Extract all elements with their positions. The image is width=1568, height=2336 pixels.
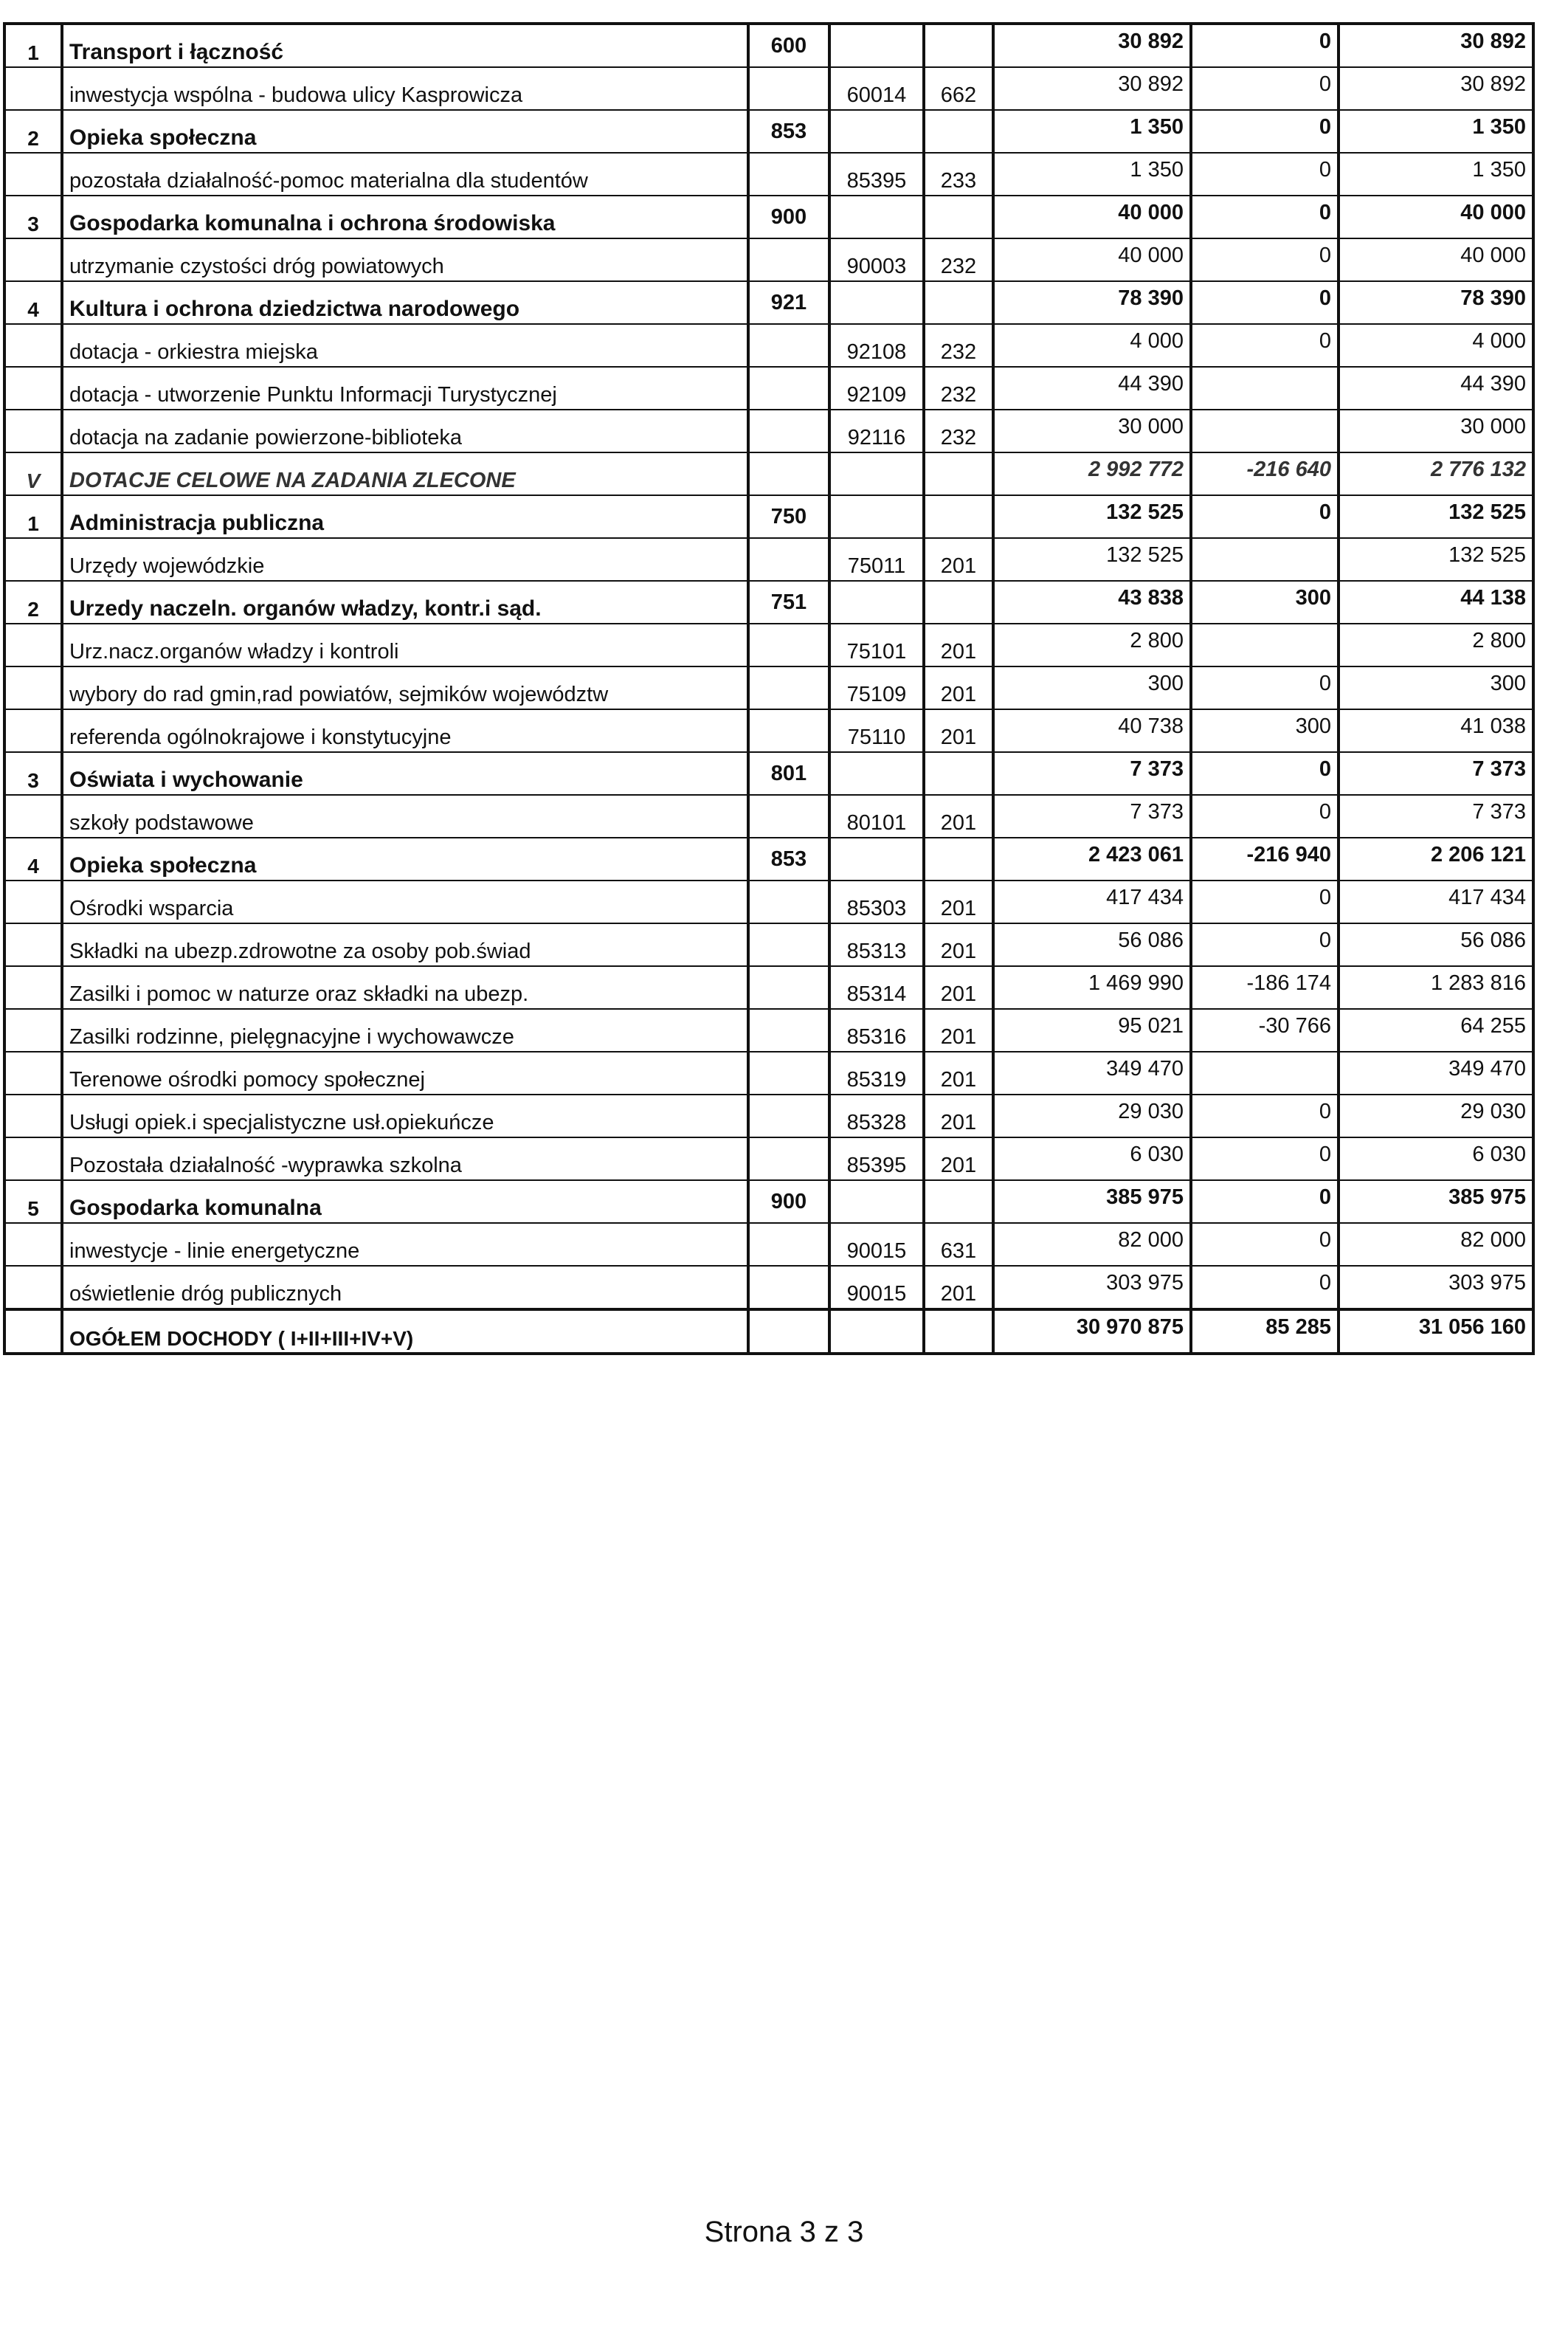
amount-after-change: 64 255 (1339, 1009, 1533, 1052)
paragraf-code (924, 110, 993, 153)
row-name: dotacja na zadanie powierzone-biblioteka (62, 410, 748, 452)
row-name: Pozostała działalność -wyprawka szkolna (62, 1137, 748, 1180)
amount-change: -186 174 (1191, 966, 1339, 1009)
paragraf-code: 201 (924, 666, 993, 709)
dzial-code (748, 153, 829, 196)
amount-plan: 30 000 (993, 410, 1191, 452)
amount-after-change: 44 390 (1339, 367, 1533, 410)
page-number: Strona 3 z 3 (704, 2216, 864, 2248)
paragraf-code (924, 196, 993, 238)
amount-plan: 95 021 (993, 1009, 1191, 1052)
amount-change: 0 (1191, 923, 1339, 966)
row-name: szkoły podstawowe (62, 795, 748, 838)
rozdzial-code: 90015 (829, 1266, 924, 1309)
section-row (4, 196, 1533, 238)
row-number: 5 (4, 1180, 62, 1223)
amount-plan: 82 000 (993, 1223, 1191, 1266)
amount-change: 0 (1191, 324, 1339, 367)
rozdzial-code (829, 752, 924, 795)
rozdzial-code: 85395 (829, 1137, 924, 1180)
table-row (4, 1137, 1533, 1180)
row-number: 3 (4, 196, 62, 238)
rozdzial-code: 92116 (829, 410, 924, 452)
amount-plan: 385 975 (993, 1180, 1191, 1223)
amount-after-change: 303 975 (1339, 1266, 1533, 1309)
amount-change (1191, 624, 1339, 666)
paragraf-code (924, 838, 993, 881)
dzial-code (748, 1137, 829, 1180)
dzial-code: 853 (748, 110, 829, 153)
section-row (4, 110, 1533, 153)
row-number: 4 (4, 281, 62, 324)
row-name: pozostała działalność-pomoc materialna dla studentów (62, 153, 748, 196)
dzial-code (748, 367, 829, 410)
amount-plan: 300 (993, 666, 1191, 709)
table-row (4, 795, 1533, 838)
amount-after-change: 2 800 (1339, 624, 1533, 666)
amount-plan: 2 423 061 (993, 838, 1191, 881)
amount-plan: 132 525 (993, 495, 1191, 538)
amount-after-change: 1 350 (1339, 153, 1533, 196)
amount-plan: 29 030 (993, 1095, 1191, 1137)
dzial-code (748, 238, 829, 281)
table-row (4, 1095, 1533, 1137)
table-row (4, 238, 1533, 281)
dzial-code (748, 1266, 829, 1309)
table-row (4, 1009, 1533, 1052)
row-name: Urzędy wojewódzkie (62, 538, 748, 581)
row-number: 2 (4, 581, 62, 624)
dzial-code (748, 709, 829, 752)
amount-change: 0 (1191, 881, 1339, 923)
row-name: dotacja - utworzenie Punktu Informacji Turystycznej (62, 367, 748, 410)
amount-after-change: 7 373 (1339, 752, 1533, 795)
amount-change: 85 285 (1191, 1309, 1339, 1354)
rozdzial-code: 80101 (829, 795, 924, 838)
amount-plan: 7 373 (993, 752, 1191, 795)
paragraf-code (924, 1309, 993, 1354)
paragraf-code: 232 (924, 324, 993, 367)
amount-change: -30 766 (1191, 1009, 1339, 1052)
paragraf-code: 232 (924, 410, 993, 452)
section-row (4, 838, 1533, 881)
rozdzial-code: 75101 (829, 624, 924, 666)
paragraf-code: 233 (924, 153, 993, 196)
section-row (4, 24, 1533, 67)
paragraf-code: 662 (924, 67, 993, 110)
row-number (4, 367, 62, 410)
rozdzial-code: 85316 (829, 1009, 924, 1052)
amount-change: 0 (1191, 666, 1339, 709)
row-name: DOTACJE CELOWE NA ZADANIA ZLECONE (62, 452, 748, 495)
paragraf-code (924, 752, 993, 795)
dzial-code (748, 1052, 829, 1095)
rozdzial-code (829, 24, 924, 67)
rozdzial-code: 75011 (829, 538, 924, 581)
row-number: V (4, 452, 62, 495)
amount-after-change: 300 (1339, 666, 1533, 709)
table-row (4, 367, 1533, 410)
amount-after-change: 132 525 (1339, 538, 1533, 581)
paragraf-code: 201 (924, 1052, 993, 1095)
rozdzial-code: 85314 (829, 966, 924, 1009)
amount-change: 0 (1191, 795, 1339, 838)
table-row (4, 709, 1533, 752)
table-row (4, 1052, 1533, 1095)
amount-after-change: 1 350 (1339, 110, 1533, 153)
rozdzial-code: 85328 (829, 1095, 924, 1137)
dzial-code (748, 538, 829, 581)
row-number: 4 (4, 838, 62, 881)
amount-change (1191, 367, 1339, 410)
amount-plan: 1 350 (993, 153, 1191, 196)
section-row (4, 581, 1533, 624)
rozdzial-code: 85303 (829, 881, 924, 923)
table-row (4, 153, 1533, 196)
row-name: wybory do rad gmin,rad powiatów, sejmików województw (62, 666, 748, 709)
amount-after-change: 56 086 (1339, 923, 1533, 966)
paragraf-code: 232 (924, 367, 993, 410)
dzial-code (748, 1009, 829, 1052)
paragraf-code: 232 (924, 238, 993, 281)
dzial-code: 801 (748, 752, 829, 795)
paragraf-code: 201 (924, 1266, 993, 1309)
section-row (4, 752, 1533, 795)
table-row (4, 67, 1533, 110)
rozdzial-code (829, 581, 924, 624)
rozdzial-code: 60014 (829, 67, 924, 110)
amount-plan: 40 000 (993, 196, 1191, 238)
section-row (4, 281, 1533, 324)
row-number (4, 238, 62, 281)
row-name: Urz.nacz.organów władzy i kontroli (62, 624, 748, 666)
paragraf-code: 631 (924, 1223, 993, 1266)
section-row (4, 495, 1533, 538)
dzial-code (748, 795, 829, 838)
rozdzial-code: 85319 (829, 1052, 924, 1095)
row-number (4, 624, 62, 666)
paragraf-code: 201 (924, 923, 993, 966)
amount-after-change: 31 056 160 (1339, 1309, 1533, 1354)
amount-after-change: 30 892 (1339, 67, 1533, 110)
amount-after-change: 30 000 (1339, 410, 1533, 452)
row-name: inwestycje - linie energetyczne (62, 1223, 748, 1266)
row-name: utrzymanie czystości dróg powiatowych (62, 238, 748, 281)
row-name: referenda ogólnokrajowe i konstytucyjne (62, 709, 748, 752)
amount-after-change: 1 283 816 (1339, 966, 1533, 1009)
row-name: inwestycja wspólna - budowa ulicy Kasprowicza (62, 67, 748, 110)
amount-plan: 417 434 (993, 881, 1191, 923)
paragraf-code: 201 (924, 709, 993, 752)
paragraf-code (924, 581, 993, 624)
row-number (4, 67, 62, 110)
row-number (4, 709, 62, 752)
amount-change: 0 (1191, 1266, 1339, 1309)
rozdzial-code: 90003 (829, 238, 924, 281)
paragraf-code: 201 (924, 538, 993, 581)
paragraf-code (924, 1180, 993, 1223)
table-row (4, 966, 1533, 1009)
section-row (4, 1180, 1533, 1223)
paragraf-code: 201 (924, 624, 993, 666)
amount-plan: 30 970 875 (993, 1309, 1191, 1354)
amount-plan: 1 469 990 (993, 966, 1191, 1009)
row-number: 3 (4, 752, 62, 795)
dzial-code: 750 (748, 495, 829, 538)
amount-change (1191, 410, 1339, 452)
dzial-code: 900 (748, 1180, 829, 1223)
row-name: Administracja publiczna (62, 495, 748, 538)
paragraf-code: 201 (924, 1137, 993, 1180)
amount-after-change: 2 776 132 (1339, 452, 1533, 495)
amount-after-change: 41 038 (1339, 709, 1533, 752)
group-row (4, 452, 1533, 495)
amount-after-change: 6 030 (1339, 1137, 1533, 1180)
row-name: Transport i łączność (62, 24, 748, 67)
row-number (4, 324, 62, 367)
amount-plan: 1 350 (993, 110, 1191, 153)
row-name: Zasilki i pomoc w naturze oraz składki na ubezp. (62, 966, 748, 1009)
paragraf-code (924, 281, 993, 324)
paragraf-code: 201 (924, 1009, 993, 1052)
amount-after-change: 385 975 (1339, 1180, 1533, 1223)
row-name: Oświata i wychowanie (62, 752, 748, 795)
amount-plan: 349 470 (993, 1052, 1191, 1095)
table-row (4, 1223, 1533, 1266)
amount-after-change: 30 892 (1339, 24, 1533, 67)
table-row (4, 923, 1533, 966)
table-row (4, 666, 1533, 709)
amount-plan: 132 525 (993, 538, 1191, 581)
paragraf-code: 201 (924, 881, 993, 923)
rozdzial-code: 90015 (829, 1223, 924, 1266)
total-row (4, 1309, 1533, 1354)
dzial-code: 921 (748, 281, 829, 324)
rozdzial-code (829, 495, 924, 538)
row-number (4, 153, 62, 196)
amount-plan: 56 086 (993, 923, 1191, 966)
paragraf-code (924, 24, 993, 67)
row-name: dotacja - orkiestra miejska (62, 324, 748, 367)
row-name: Urzedy naczeln. organów władzy, kontr.i sąd. (62, 581, 748, 624)
amount-after-change: 40 000 (1339, 238, 1533, 281)
row-number (4, 1223, 62, 1266)
row-name: Terenowe ośrodki pomocy społecznej (62, 1052, 748, 1095)
row-number (4, 1137, 62, 1180)
row-name: Opieka społeczna (62, 110, 748, 153)
table-row (4, 410, 1533, 452)
dzial-code: 853 (748, 838, 829, 881)
rozdzial-code (829, 1180, 924, 1223)
dzial-code (748, 410, 829, 452)
dzial-code: 600 (748, 24, 829, 67)
row-number (4, 1095, 62, 1137)
rozdzial-code: 75109 (829, 666, 924, 709)
amount-after-change: 78 390 (1339, 281, 1533, 324)
row-name: Gospodarka komunalna i ochrona środowiska (62, 196, 748, 238)
amount-change: 0 (1191, 281, 1339, 324)
amount-plan: 2 992 772 (993, 452, 1191, 495)
row-number: 1 (4, 24, 62, 67)
amount-plan: 40 000 (993, 238, 1191, 281)
table-row (4, 881, 1533, 923)
table-row (4, 624, 1533, 666)
dzial-code (748, 1309, 829, 1354)
paragraf-code: 201 (924, 966, 993, 1009)
rozdzial-code (829, 1309, 924, 1354)
amount-plan: 44 390 (993, 367, 1191, 410)
row-name: Zasilki rodzinne, pielęgnacyjne i wychowawcze (62, 1009, 748, 1052)
row-number (4, 410, 62, 452)
row-number (4, 881, 62, 923)
amount-plan: 2 800 (993, 624, 1191, 666)
rozdzial-code (829, 110, 924, 153)
amount-change: 0 (1191, 1223, 1339, 1266)
amount-change: 0 (1191, 153, 1339, 196)
amount-after-change: 417 434 (1339, 881, 1533, 923)
rozdzial-code (829, 281, 924, 324)
amount-plan: 7 373 (993, 795, 1191, 838)
dzial-code: 900 (748, 196, 829, 238)
amount-change: 0 (1191, 752, 1339, 795)
budget-table (3, 22, 1535, 1355)
row-name: OGÓŁEM DOCHODY ( I+II+III+IV+V) (62, 1309, 748, 1354)
rozdzial-code (829, 452, 924, 495)
dzial-code (748, 67, 829, 110)
table-row (4, 538, 1533, 581)
row-number: 1 (4, 495, 62, 538)
amount-change (1191, 538, 1339, 581)
row-name: Gospodarka komunalna (62, 1180, 748, 1223)
amount-after-change: 349 470 (1339, 1052, 1533, 1095)
amount-after-change: 82 000 (1339, 1223, 1533, 1266)
row-number (4, 966, 62, 1009)
row-number (4, 795, 62, 838)
row-number (4, 1266, 62, 1309)
amount-after-change: 40 000 (1339, 196, 1533, 238)
row-name: Usługi opiek.i specjalistyczne usł.opiekuńcze (62, 1095, 748, 1137)
amount-change: 300 (1191, 709, 1339, 752)
amount-change: 0 (1191, 1137, 1339, 1180)
dzial-code (748, 666, 829, 709)
paragraf-code (924, 452, 993, 495)
table-row (4, 324, 1533, 367)
amount-after-change: 4 000 (1339, 324, 1533, 367)
amount-plan: 30 892 (993, 24, 1191, 67)
amount-plan: 30 892 (993, 67, 1191, 110)
rozdzial-code (829, 196, 924, 238)
amount-after-change: 7 373 (1339, 795, 1533, 838)
row-name: oświetlenie dróg publicznych (62, 1266, 748, 1309)
row-name: Ośrodki wsparcia (62, 881, 748, 923)
dzial-code (748, 1223, 829, 1266)
row-number: 2 (4, 110, 62, 153)
dzial-code (748, 624, 829, 666)
dzial-code (748, 923, 829, 966)
row-number (4, 1052, 62, 1095)
dzial-code: 751 (748, 581, 829, 624)
table-row (4, 1266, 1533, 1309)
dzial-code (748, 881, 829, 923)
amount-plan: 303 975 (993, 1266, 1191, 1309)
dzial-code (748, 452, 829, 495)
rozdzial-code: 92108 (829, 324, 924, 367)
paragraf-code: 201 (924, 1095, 993, 1137)
amount-plan: 6 030 (993, 1137, 1191, 1180)
amount-plan: 40 738 (993, 709, 1191, 752)
row-number (4, 923, 62, 966)
rozdzial-code (829, 838, 924, 881)
rozdzial-code: 75110 (829, 709, 924, 752)
amount-plan: 4 000 (993, 324, 1191, 367)
amount-after-change: 44 138 (1339, 581, 1533, 624)
amount-after-change: 2 206 121 (1339, 838, 1533, 881)
amount-after-change: 132 525 (1339, 495, 1533, 538)
rozdzial-code: 92109 (829, 367, 924, 410)
dzial-code (748, 324, 829, 367)
amount-change: 300 (1191, 581, 1339, 624)
amount-plan: 43 838 (993, 581, 1191, 624)
amount-change: 0 (1191, 67, 1339, 110)
amount-after-change: 29 030 (1339, 1095, 1533, 1137)
paragraf-code: 201 (924, 795, 993, 838)
amount-change: -216 640 (1191, 452, 1339, 495)
amount-change: 0 (1191, 1095, 1339, 1137)
amount-change: 0 (1191, 110, 1339, 153)
amount-plan: 78 390 (993, 281, 1191, 324)
row-number (4, 666, 62, 709)
row-number (4, 1309, 62, 1354)
row-number (4, 1009, 62, 1052)
row-name: Opieka społeczna (62, 838, 748, 881)
amount-change (1191, 1052, 1339, 1095)
amount-change: 0 (1191, 24, 1339, 67)
dzial-code (748, 1095, 829, 1137)
rozdzial-code: 85395 (829, 153, 924, 196)
amount-change: 0 (1191, 1180, 1339, 1223)
row-name: Składki na ubezp.zdrowotne za osoby pob.świad (62, 923, 748, 966)
dzial-code (748, 966, 829, 1009)
amount-change: -216 940 (1191, 838, 1339, 881)
amount-change: 0 (1191, 495, 1339, 538)
row-number (4, 538, 62, 581)
paragraf-code (924, 495, 993, 538)
amount-change: 0 (1191, 196, 1339, 238)
amount-change: 0 (1191, 238, 1339, 281)
rozdzial-code: 85313 (829, 923, 924, 966)
row-name: Kultura i ochrona dziedzictwa narodowego (62, 281, 748, 324)
